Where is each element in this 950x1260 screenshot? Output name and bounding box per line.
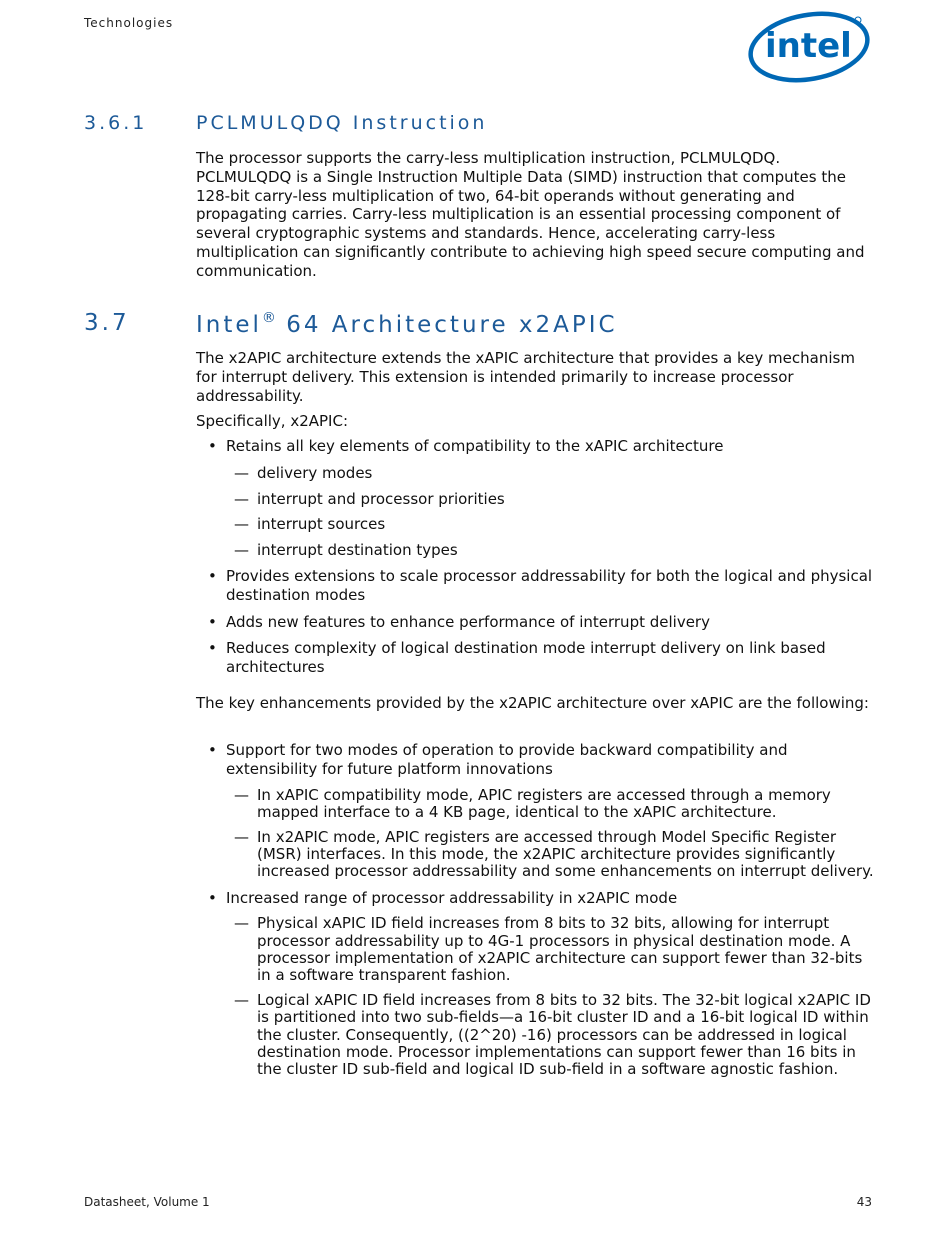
sub-list-item: — interrupt destination types: [196, 541, 874, 560]
x2apic-features-list: [196, 437, 874, 677]
section-title-pclmulqdq: PCLMULQDQ Instruction: [196, 112, 488, 134]
list-item: • Reduces complexity of logical destination mode interrupt delivery on link based architectures: [196, 639, 874, 677]
section-title-x2apic: Intel® 64 Architecture x2APIC: [196, 310, 618, 338]
x2apic-enhancements-list: [196, 741, 874, 1078]
sub-list-item: — Physical xAPIC ID field increases from 8 bits to 32 bits, allowing for interrupt processor addressability up to 4G-1 processors in physical destination mode. A processor implementation of x2APIC architecture can support fewer than 32-bits in a software transparent fashion.: [196, 915, 874, 984]
intel-logo: [745, 4, 875, 86]
list-item: • Support for two modes of operation to provide backward compatibility and extensibility for future platform innovations: [196, 741, 874, 779]
sub-list-item: — delivery modes: [196, 464, 874, 483]
enhancements-intro-paragraph: The key enhancements provided by the x2APIC architecture over xAPIC are the following:: [196, 694, 869, 712]
page-number: 43: [856, 1195, 872, 1209]
list-item: • Adds new features to enhance performance of interrupt delivery: [196, 613, 874, 632]
footer-doc-title: Datasheet, Volume 1: [84, 1195, 210, 1209]
list-item: • Increased range of processor addressability in x2APIC mode: [196, 889, 874, 908]
sub-list-item: — In x2APIC mode, APIC registers are accessed through Model Specific Register (MSR) interfaces. In this mode, the x2APIC architecture provides significantly increased processor addressability and some enhancements on interrupt delivery.: [196, 829, 874, 881]
sub-list-item: — interrupt and processor priorities: [196, 490, 874, 509]
registered-mark: ®: [261, 310, 276, 326]
sub-list-item: — interrupt sources: [196, 515, 874, 534]
running-header: Technologies: [84, 16, 174, 30]
intel-logo-wordmark: intel: [765, 26, 852, 66]
sub-list-item: — Logical xAPIC ID field increases from 8 bits to 32 bits. The 32-bit logical x2APIC ID is partitioned into two sub-fields—a 16-bit cluster ID and a 16-bit logical ID within the cluster. Consequently, ((2^20) -16) processors can be addressed in logical destination mode. Processor implementations can support fewer than 16 bits in the cluster ID sub-field and logical ID sub-field in a software agnostic fashion.: [196, 992, 874, 1078]
list-item: • Retains all key elements of compatibility to the xAPIC architecture: [196, 437, 874, 456]
sub-list-item: — In xAPIC compatibility mode, APIC registers are accessed through a memory mapped interface to a 4 KB page, identical to the xAPIC architecture.: [196, 787, 874, 821]
list-item: • Provides extensions to scale processor addressability for both the logical and physical destination modes: [196, 567, 874, 605]
specifically-label: Specifically, x2APIC:: [196, 412, 348, 430]
x2apic-intro-paragraph: The x2APIC architecture extends the xAPIC architecture that provides a key mechanism for interrupt delivery. This extension is intended primarily to increase processor addressability.: [196, 349, 855, 405]
section-number-3-6-1: 3.6.1: [84, 112, 148, 134]
pclmulqdq-paragraph: The processor supports the carry-less multiplication instruction, PCLMULQDQ. PCLMULQDQ is a Single Instruction Multiple Data (SIMD) instruction that computes the 128-bit carry-less multiplication of two, 64-bit operands without generating and propagating carries. Carry-less multiplication is an essential processing component of several cryptographic systems and standards. Hence, accelerating carry-less multiplication can significantly contribute to achieving high speed secure computing and communication.: [196, 149, 865, 280]
section-number-3-7: 3.7: [84, 310, 130, 336]
